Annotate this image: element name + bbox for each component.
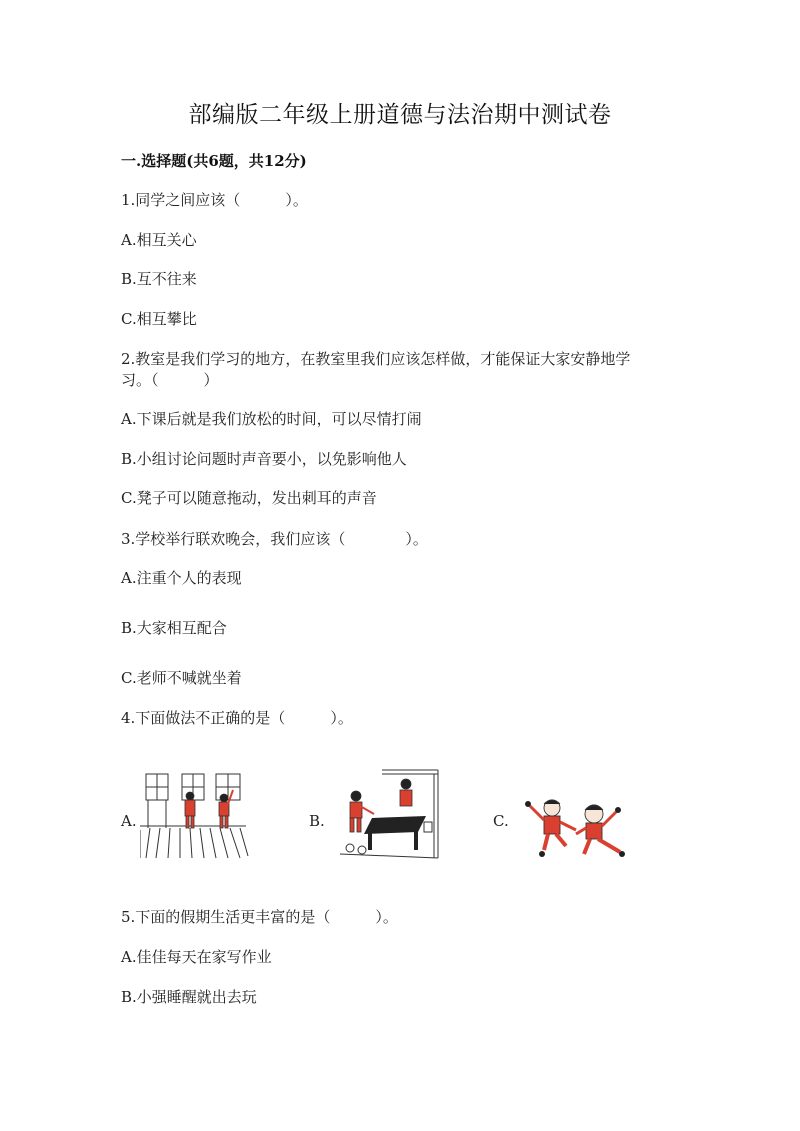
- question-3-option-b[interactable]: B.大家相互配合: [121, 619, 227, 637]
- fighting-kids-picture-icon: [522, 794, 630, 860]
- question-2-option-b[interactable]: B.小组讨论问题时声音要小，以免影响他人: [121, 450, 407, 468]
- question-1-option-c[interactable]: C.相互攀比: [121, 310, 197, 328]
- question-4-option-b-label[interactable]: B.: [309, 812, 325, 830]
- question-2-stem-line1: 2.教室是我们学习的地方，在教室里我们应该怎样做，才能保证大家安静地学: [121, 350, 631, 368]
- question-2-option-a[interactable]: A.下课后就是我们放松的时间，可以尽情打闹: [121, 410, 422, 428]
- question-1-option-b[interactable]: B.互不往来: [121, 270, 197, 288]
- section-heading: 一.选择题(共6题，共12分): [121, 152, 307, 170]
- question-5-option-a[interactable]: A.佳佳每天在家写作业: [121, 948, 272, 966]
- question-2-option-c[interactable]: C.凳子可以随意拖动，发出刺耳的声音: [121, 489, 377, 507]
- window-cleaning-picture-icon: [140, 768, 250, 860]
- question-5-option-b[interactable]: B.小强睡醒就出去玩: [121, 988, 257, 1006]
- desk-helping-picture-icon: [334, 766, 440, 864]
- question-3-option-a[interactable]: A.注重个人的表现: [121, 569, 242, 587]
- question-3-option-c[interactable]: C.老师不喊就坐着: [121, 669, 242, 687]
- question-2-stem-line2: 习。（ ）: [121, 371, 219, 389]
- question-1-option-a[interactable]: A.相互关心: [121, 231, 197, 249]
- question-4-option-c-label[interactable]: C.: [493, 812, 509, 830]
- page-title: 部编版二年级上册道德与法治期中测试卷: [188, 102, 612, 128]
- question-4-option-a-label[interactable]: A.: [121, 812, 137, 830]
- question-3-stem: 3.学校举行联欢晚会，我们应该（ ）。: [121, 530, 428, 548]
- question-1-stem: 1.同学之间应该（ ）。: [121, 191, 308, 209]
- question-4-stem: 4.下面做法不正确的是（ ）。: [121, 709, 353, 727]
- question-5-stem: 5.下面的假期生活更丰富的是（ ）。: [121, 908, 398, 926]
